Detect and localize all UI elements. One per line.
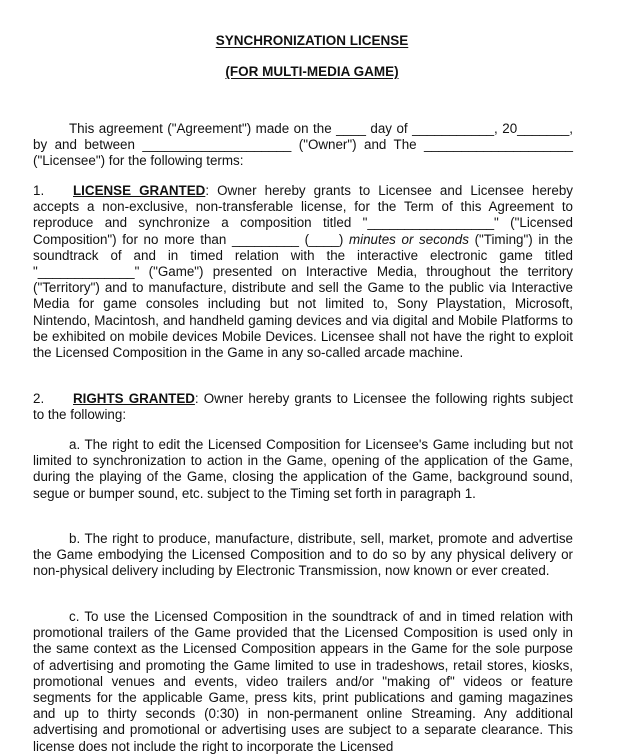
document-subtitle: (FOR MULTI-MEDIA GAME) xyxy=(225,64,399,79)
section-1-text-b: ("Timing") in the soundtrack of and in timed relation with the interactive electronic game titled "_____________" ("Game") presented on Interactive Media, throughout the territory ("Territory") and to manufacture, distribute and sell the Game to the public via Interactive Media for game consoles including but not limited to, Sony Playstation, Microsoft, Nintendo, Macintosh, and handheld gaming devices and via digital and Mobile Platforms to be exhibited on mobile devices Mobile Devices. Licensee shall not have the right to exploit the Licensed Composition in the Game in any so-called arcade machine. xyxy=(33,231,573,361)
paragraph-b-text: b. The right to produce, manufacture, distribute, sell, market, promote and advertise the Game embodying the Licensed Composition and to do so by any physical delivery or non-physical delivery including by Electronic Transmission, now known or ever created. xyxy=(33,531,573,579)
paragraph-a xyxy=(33,437,573,502)
section-1-text-a: : Owner hereby grants to Licensee and Licensee hereby accepts a non-exclusive, non-transferable license, for the Term of this Agreement to reproduce and synchronize a composition titled "_________________" ("Licensed Composition") for no more than _________ (____) xyxy=(33,183,573,247)
section-1-text-italic: minutes or seconds xyxy=(348,231,469,247)
paragraph-b xyxy=(33,531,573,580)
intro-text: This agreement ("Agreement") made on the ____ day of ___________, 20_______, by and between ____________________ ("Owner") and The ____________________ ("Licensee") for the following terms: xyxy=(33,121,573,169)
section-2-paragraph xyxy=(33,391,573,423)
section-1-paragraph xyxy=(33,183,573,361)
section-2-text: : Owner hereby grants to Licensee the following rights subject to the following: xyxy=(33,391,573,423)
section-1-number: 1. xyxy=(33,183,45,198)
paragraph-c xyxy=(33,609,573,755)
document-title: SYNCHRONIZATION LICENSE xyxy=(215,33,409,48)
section-2-heading: RIGHTS GRANTED xyxy=(73,391,195,406)
paragraph-a-text: a. The right to edit the Licensed Composition for Licensee's Game including but not limited to synchronization to action in the Game, opening of the application of the Game, during the playing of the Game, closing the application of the Game, background sound, segue or bumper sound, etc. subject to the Timing set forth in paragraph 1. xyxy=(33,437,573,501)
section-2-number: 2. xyxy=(33,391,45,406)
section-1-heading: LICENSE GRANTED xyxy=(73,183,206,198)
intro-paragraph xyxy=(33,121,573,170)
paragraph-c-text: c. To use the Licensed Composition in the soundtrack of and in timed relation with promotional trailers of the Game provided that the Licensed Composition is used only in the same context as the Licensed Composition appears in the Game for the sole purpose of advertising and promoting the Game limited to use in tradeshows, retail stores, kiosks, promotional venues and events, video trailers and/or "making of" videos or feature segments for the applicable Game, press kits, print publications and gaming magazines and up to thirty seconds (0:30) in non-permanent online Streaming. Any additional advertising and promotional or advertising uses are subject to a separate clearance. This license does not include the right to incorporate the Licensed xyxy=(33,609,573,754)
